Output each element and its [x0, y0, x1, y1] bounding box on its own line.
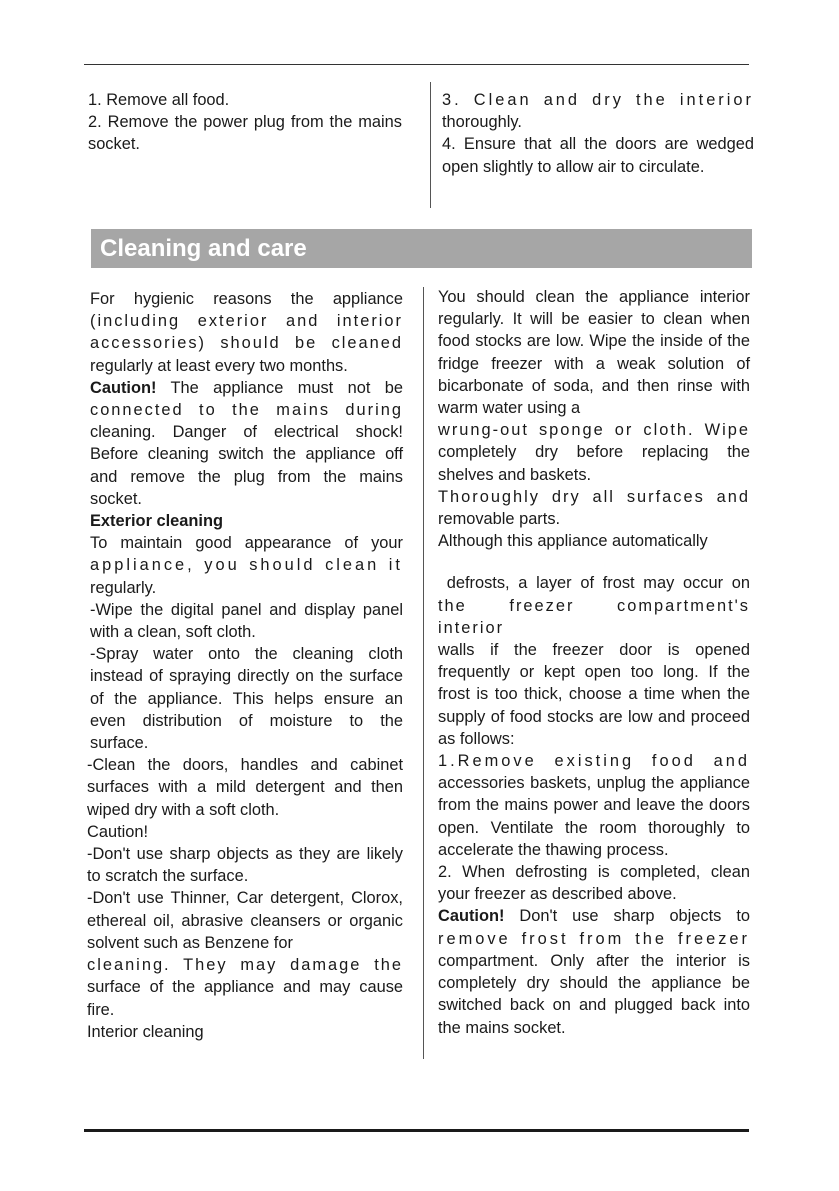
exterior-paragraph-6-line-c: surface of the appliance and may cause fire. — [87, 978, 403, 1019]
intro-line-3: accessories) should be cleaned — [90, 334, 403, 353]
interior-paragraph-2-line-b: removable parts. — [438, 510, 561, 529]
exterior-paragraph-4: -Clean the doors, handles and cabinet surfaces with a mild detergent and then wiped dry with a soft cloth. — [87, 756, 403, 819]
caution-label-3: Caution! — [438, 907, 505, 926]
paragraph-gap — [438, 552, 750, 572]
defrost-step-1 — [438, 750, 750, 772]
caution-text-1: The appliance must not be — [156, 378, 403, 397]
caution-label-1: Caution! — [90, 378, 157, 397]
intro-left-column — [88, 89, 402, 156]
intro-line-2: (including exterior and interior — [90, 312, 403, 331]
exterior-paragraph-5: -Don't use sharp objects as they are likely to scratch the surface. — [87, 845, 403, 886]
left-column — [87, 288, 403, 1043]
right-column — [438, 286, 750, 1039]
exterior-paragraph-6: -Don't use Thinner, Car detergent, Clorox, ethereal oil, abrasive cleansers or organic solvent such as Benzene for — [87, 889, 403, 952]
interior-paragraph-1: You should clean the appliance interior regularly. It will be easier to clean when food stocks are low. Wipe the inside of the fridge freezer with a weak solution of bicarbonate of soda, and then rinse with warm water using a — [438, 288, 750, 418]
section-title: Cleaning and care — [100, 235, 307, 262]
intro-step-1: 1. Remove all food. — [88, 91, 230, 109]
intro-step-3 — [442, 89, 754, 111]
intro-step-2: 2. Remove the power plug from the mains socket. — [88, 113, 402, 154]
exterior-heading-text: Exterior cleaning — [90, 512, 223, 531]
interior-line-2a: Thoroughly dry all surfaces and — [438, 487, 750, 506]
defrost-step-1-rest: accessories baskets, unplug the appliance from the mains power and leave the doors open. Ventilate the room thoroughly to accelerate the thawing process. — [438, 774, 750, 859]
caution-paragraph-1 — [90, 377, 403, 399]
intro-paragraph-line-3 — [90, 332, 403, 354]
exterior-line-6b: cleaning. They may damage the — [87, 956, 403, 975]
top-column-divider — [430, 82, 431, 208]
intro-right-column — [442, 89, 754, 178]
exterior-paragraph-1 — [90, 532, 403, 554]
interior-paragraph-2 — [438, 486, 750, 508]
defrost-paragraph — [438, 572, 750, 594]
defrost-paragraph-rest: walls if the freezer door is opened frequently or kept open too long. If the frost is too thick, choose a time when the supply of food stocks are low and proceed as follows: — [438, 641, 750, 748]
interior-paragraph-3: Although this appliance automatically — [438, 532, 708, 551]
top-rule — [84, 64, 749, 65]
exterior-line-1: To maintain good appearance of your — [90, 534, 403, 553]
caution-3-line-2: remove frost from the freezer — [438, 929, 750, 948]
exterior-paragraph-3: -Spray water onto the cleaning cloth instead of spraying directly on the surface of the appliance. This helps ensure an even distribution of moisture to the surface. — [90, 645, 403, 753]
interior-paragraph-1-line-c: completely dry before replacing the shelves and baskets. — [438, 443, 750, 484]
interior-cleaning-heading: Interior cleaning — [87, 1022, 204, 1041]
exterior-paragraph-1-line-3: regularly. — [90, 578, 157, 597]
defrost-step-1-line-1: 1.Remove existing food and — [438, 752, 750, 771]
caution-paragraph-3 — [438, 905, 750, 927]
exterior-paragraph-2: -Wipe the digital panel and display panel with a clean, soft cloth. — [90, 600, 403, 642]
intro-step-4: 4. Ensure that all the doors are wedged open slightly to allow air to circulate. — [442, 135, 754, 176]
intro-line-1: For hygienic reasons the appliance — [90, 290, 403, 308]
defrost-step-2: 2. When defrosting is completed, clean your freezer as described above. — [438, 863, 750, 904]
interior-line-1b: wrung-out sponge or cloth. Wipe — [438, 421, 750, 440]
main-column-divider — [423, 287, 424, 1059]
defrost-line-1: defrosts, a layer of frost may occur on — [438, 574, 750, 593]
interior-paragraph-1-line-b — [438, 419, 750, 441]
exterior-paragraph-6-line-b — [87, 954, 403, 976]
intro-paragraph — [90, 288, 403, 310]
bottom-rule — [84, 1129, 749, 1132]
intro-paragraph-line-2 — [90, 310, 403, 332]
defrost-line-2: the freezer compartment's interior — [438, 596, 750, 637]
exterior-paragraph-1-line-2 — [90, 554, 403, 576]
caution-paragraph-1-line-2 — [90, 399, 403, 421]
defrost-paragraph-line-2 — [438, 595, 750, 639]
caution-paragraph-3-line-2 — [438, 928, 750, 950]
caution-paragraph-1-rest: cleaning. Danger of electrical shock! Before cleaning switch the appliance off and remove the plug from the mains socket. — [90, 423, 403, 508]
section-banner — [91, 229, 752, 268]
caution-paragraph-3-rest: compartment. Only after the interior is completely dry should the appliance be switched back on and plugged back into the mains socket. — [438, 951, 750, 1037]
intro-paragraph-line-4: regularly at least every two months. — [90, 356, 348, 375]
intro-step-3-cont: thoroughly. — [442, 113, 522, 132]
caution-text-3: Don't use sharp objects to — [504, 907, 750, 926]
caution-line-2: connected to the mains during — [90, 401, 403, 420]
intro-step-3-text: 3. Clean and dry the interior — [442, 91, 754, 109]
caution-label-2: Caution! — [87, 822, 149, 841]
exterior-line-2: appliance, you should clean it — [90, 556, 403, 575]
exterior-cleaning-heading — [90, 510, 403, 532]
